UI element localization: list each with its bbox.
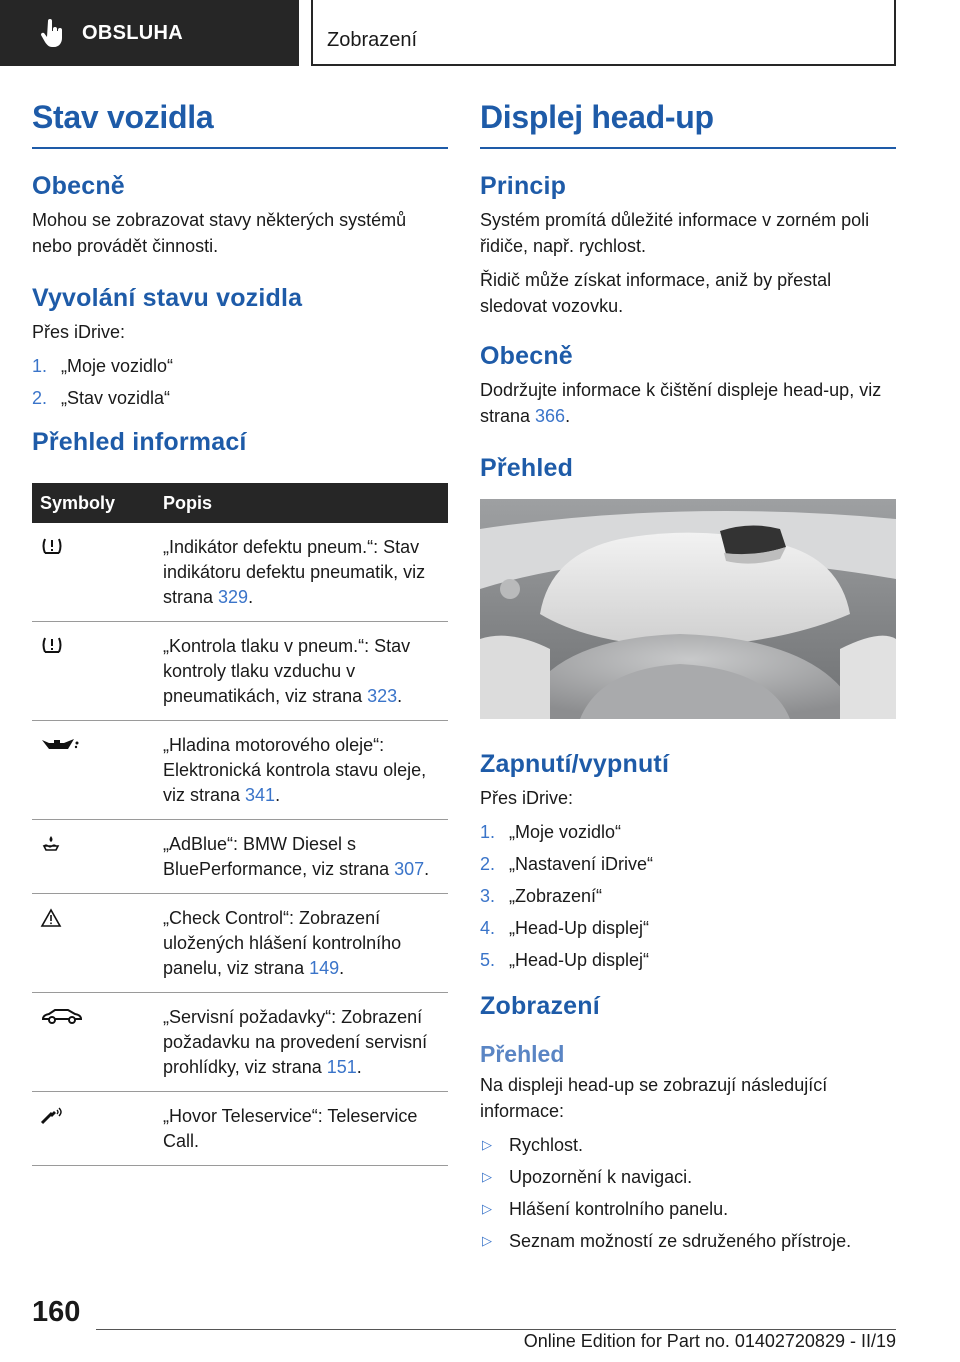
info-overview-heading: Přehled informací bbox=[32, 428, 247, 457]
head-up-display-photo bbox=[480, 499, 896, 719]
table-row: „Hovor Teleservice“: Teleservice Call. bbox=[32, 1092, 448, 1166]
bullet-triangle-icon: ▷ bbox=[482, 1137, 492, 1153]
list-item: ▷ Hlášení kontrolního panelu. bbox=[482, 1199, 729, 1220]
page-number: 160 bbox=[32, 1296, 81, 1328]
on-off-steps bbox=[480, 821, 896, 971]
table-row: „Hladina motorového oleje“: Elektronická kontrola stavu oleje, viz strana 341. bbox=[32, 721, 448, 820]
overview-heading: Přehled bbox=[480, 454, 574, 483]
info-table bbox=[32, 483, 448, 1166]
footer-divider bbox=[96, 1329, 896, 1330]
table-row: „Kontrola tlaku v pneum.“: Stav kontroly tlaku vzduchu v pneumatikách, viz strana 323. bbox=[32, 622, 448, 721]
step-item: 3. „Zobrazení“ bbox=[480, 886, 603, 907]
bullet-triangle-icon: ▷ bbox=[482, 1201, 492, 1217]
teleservice-wrench-icon bbox=[40, 1106, 160, 1126]
principle-text-1: Systém promítá důležité informace v zorném poli řidiče, např. rychlost. bbox=[480, 210, 870, 257]
page-link[interactable]: 307 bbox=[394, 859, 425, 880]
list-item: ▷ Seznam možností ze sdruženého přístroje. bbox=[482, 1231, 852, 1252]
oil-can-icon bbox=[40, 735, 160, 753]
general-heading: Obecně bbox=[480, 342, 573, 371]
section-label: OBSLUHA bbox=[82, 21, 183, 44]
display-overview-subheading: Přehled bbox=[480, 1041, 565, 1068]
bullet-triangle-icon: ▷ bbox=[482, 1169, 492, 1185]
hand-pointer-icon bbox=[32, 13, 72, 53]
display-bullets bbox=[480, 1134, 896, 1252]
head-up-display-title: Displej head-up bbox=[480, 100, 896, 149]
call-status-steps bbox=[32, 355, 448, 409]
page-link[interactable]: 323 bbox=[367, 686, 398, 707]
page-link[interactable]: 341 bbox=[245, 785, 276, 806]
list-item: ▷ Upozornění k navigaci. bbox=[482, 1167, 693, 1188]
description-column-header: Popis bbox=[160, 483, 448, 523]
section-tab bbox=[0, 0, 299, 66]
page-link[interactable]: 329 bbox=[218, 587, 249, 608]
table-header-row bbox=[32, 483, 448, 523]
display-heading: Zobrazení bbox=[480, 992, 600, 1021]
step-item: 2. „Stav vozidla“ bbox=[32, 388, 171, 409]
on-off-intro: Přes iDrive: bbox=[480, 788, 574, 809]
bullet-triangle-icon: ▷ bbox=[482, 1233, 492, 1249]
tire-pressure-control-icon bbox=[40, 636, 160, 654]
chapter-tab bbox=[311, 0, 896, 66]
page-link[interactable]: 149 bbox=[309, 958, 340, 979]
page-link[interactable]: 151 bbox=[326, 1057, 357, 1078]
tire-pressure-warning-icon bbox=[40, 537, 160, 555]
step-item: 1. „Moje vozidlo“ bbox=[480, 822, 622, 843]
step-item: 2. „Nastavení iDrive“ bbox=[480, 854, 654, 875]
chapter-label: Zobrazení bbox=[327, 29, 418, 51]
table-row: „Check Control“: Zobrazení uložených hlášení kontrolního panelu, viz strana 149. bbox=[32, 894, 448, 993]
page-link[interactable]: 366 bbox=[535, 406, 566, 427]
general-text: Mohou se zobrazovat stavy některých systémů nebo provádět činnosti. bbox=[32, 210, 407, 257]
page-header bbox=[0, 0, 960, 66]
principle-heading: Princip bbox=[480, 172, 567, 201]
service-car-icon bbox=[40, 1007, 160, 1025]
vehicle-status-title: Stav vozidla bbox=[32, 100, 448, 149]
table-row: „AdBlue“: BMW Diesel s BluePerformance, viz strana 307. bbox=[32, 820, 448, 894]
call-status-heading: Vyvolání stavu vozidla bbox=[32, 284, 303, 313]
table-row: „Indikátor defektu pneum.“: Stav indikátoru defektu pneumatik, viz strana 329. bbox=[32, 523, 448, 622]
principle-text-2: Řidič může získat informace, aniž by přestal sledovat vozovku. bbox=[480, 270, 832, 317]
step-item: 5. „Head-Up displej“ bbox=[480, 950, 650, 971]
edition-note: Online Edition for Part no. 01402720829 - II/19 bbox=[523, 1331, 896, 1351]
display-text: Na displeji head-up se zobrazují následující informace: bbox=[480, 1075, 828, 1122]
symbols-column-header: Symboly bbox=[32, 483, 160, 523]
left-column bbox=[32, 100, 448, 1166]
call-status-intro: Přes iDrive: bbox=[32, 322, 126, 343]
general-heading: Obecně bbox=[32, 172, 125, 201]
page-footer bbox=[0, 1296, 960, 1362]
step-item: 1. „Moje vozidlo“ bbox=[32, 356, 174, 377]
step-item: 4. „Head-Up displej“ bbox=[480, 918, 650, 939]
general-text: Dodržujte informace k čištění displeje head-up, viz strana 366. bbox=[480, 380, 882, 427]
warning-triangle-icon bbox=[40, 908, 160, 928]
adblue-icon bbox=[40, 834, 160, 852]
table-row: „Servisní požadavky“: Zobrazení požadavku na provedení servisní prohlídky, viz strana 151. bbox=[32, 993, 448, 1092]
right-column bbox=[480, 100, 896, 1262]
on-off-heading: Zapnutí/vypnutí bbox=[480, 750, 670, 779]
list-item: ▷ Rychlost. bbox=[482, 1135, 584, 1156]
